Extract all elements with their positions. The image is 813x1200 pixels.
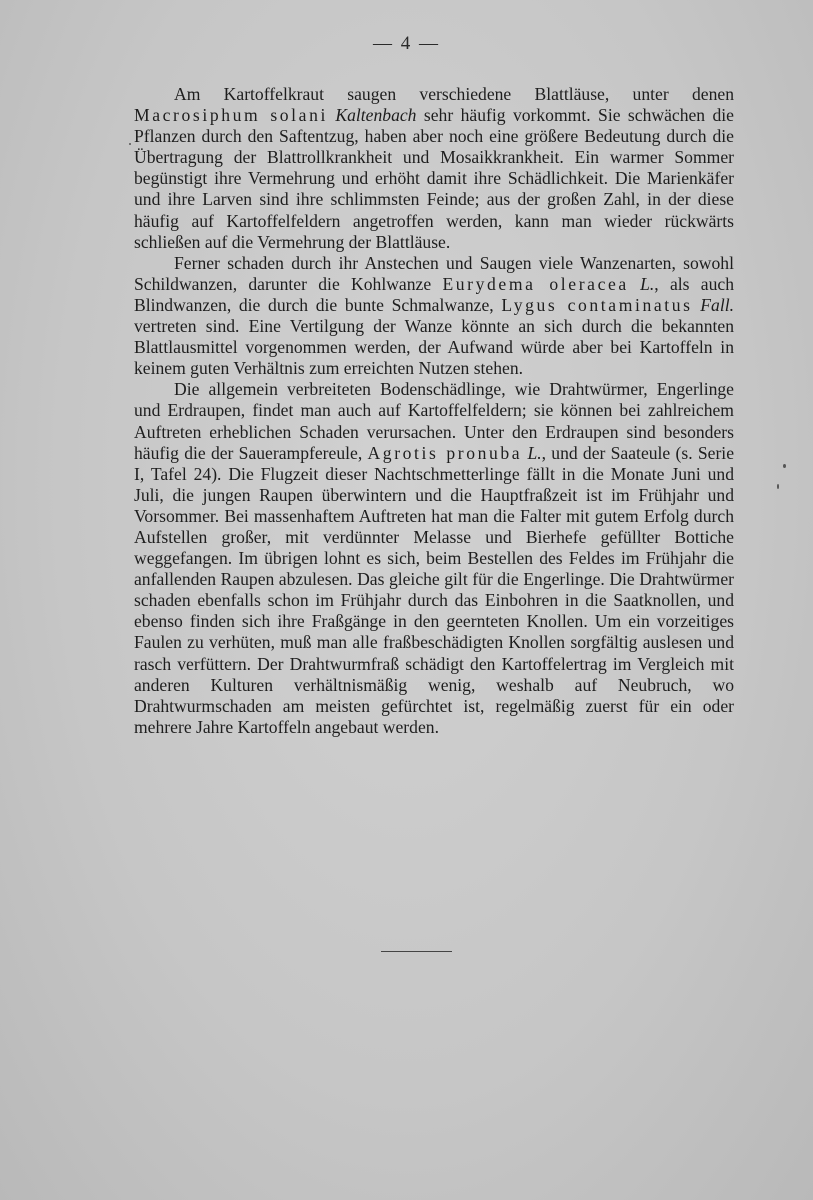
species-name: Lygus contaminatus [501,294,693,315]
paragraph-aphids: Am Kartoffelkraut saugen verschiedene Blattläuse, unter denen Macrosiphum solani Kaltenbach sehr häufig vorkommt. Sie schwächen die Pflanzen durch den Saftentzug, haben aber noch eine größere Bedeutung durch die Übertragung der Blattrollkrankheit und Mosaikkrankheit. Ein warmer Sommer begünstigt ihre Vermehrung und erhöht damit ihre Schädlichkeit. Die Marienkäfer und ihre Larven sind ihre schlimmsten Feinde; aus der großen Zahl, in der diese häufig auf Kartoffelfeldern angetroffen werden, kann man wieder rückwärts schließen auf die Vermehrung der Blattläuse. [134,84,734,252]
page-number: — 4 — [373,33,440,54]
author-name: Kaltenbach [335,105,417,126]
paper-speck [777,484,779,489]
author-name: L. [527,442,542,463]
author-name: Fall. [700,294,734,315]
author-name: L. [640,273,655,294]
paper-speck [129,143,131,145]
body-text [134,84,734,738]
species-name: Macrosiphum solani [134,105,328,126]
paragraph-soil-pests: Die allgemein verbreiteten Bodenschädlinge, wie Drahtwürmer, Engerlinge und Erdraupen, findet man auch auf Kartoffelfeldern; sie können bei zahlreichem Auftreten erheblichen Schaden verursachen. Unter den Erdraupen sind besonders häufig die der Sauerampfereule, Agrotis pronuba L., und der Saateule (s. Serie I, Tafel 24). Die Flugzeit dieser Nachtschmetterlinge fällt in die Monate Juni und Juli, die jungen Raupen überwintern und die Hauptfraßzeit ist im Frühjahr und Vorsommer. Bei massenhaftem Auftreten hat man die Falter mit gutem Erfolg durch Aufstellen großer, mit verdünnter Melasse und Bierhefe gefüllter Bottiche weggefangen. Im übrigen lohnt es sich, beim Bestellen des Feldes im Frühjahr die anfallenden Raupen abzulesen. Das gleiche gilt für die Engerlinge. Die Drahtwürmer schaden ebenfalls schon im Frühjahr durch das Einbohren in die Saatknollen, und ebenso finden sich ihre Fraßgänge in den geernteten Knollen. Um ein vorzeitiges Faulen zu verhüten, muß man alle fraßbeschädigten Knollen sorgfältig auslesen und rasch verfüttern. Der Drahtwurmfraß schädigt den Kartoffelertrag im Vergleich mit anderen Kulturen verhältnismäßig wenig, weshalb auf Neubruch, wo Drahtwurmschaden am meisten gefürchtet ist, regelmäßig zuerst für ein oder mehrere Jahre Kartoffeln angebaut werden. [134,379,735,737]
paragraph-bugs: Ferner schaden durch ihr Anstechen und Saugen viele Wanzenarten, sowohl Schildwanzen, darunter die Kohlwanze Eurydema oleracea L., als auch Blindwanzen, die durch die bunte Schmalwanze, Lygus contaminatus Fall. vertreten sind. Eine Vertilgung der Wanze könnte an sich durch die bekannten Blattlausmittel vorgenommen werden, der Aufwand würde aber bei Kartoffeln in keinem guten Verhältnis zum erreichten Nutzen stehen. [134,252,734,379]
end-rule [381,951,452,952]
species-name: Agrotis pronuba [367,442,523,463]
species-name: Eurydema oleracea [442,273,629,294]
paper-speck [783,464,786,468]
